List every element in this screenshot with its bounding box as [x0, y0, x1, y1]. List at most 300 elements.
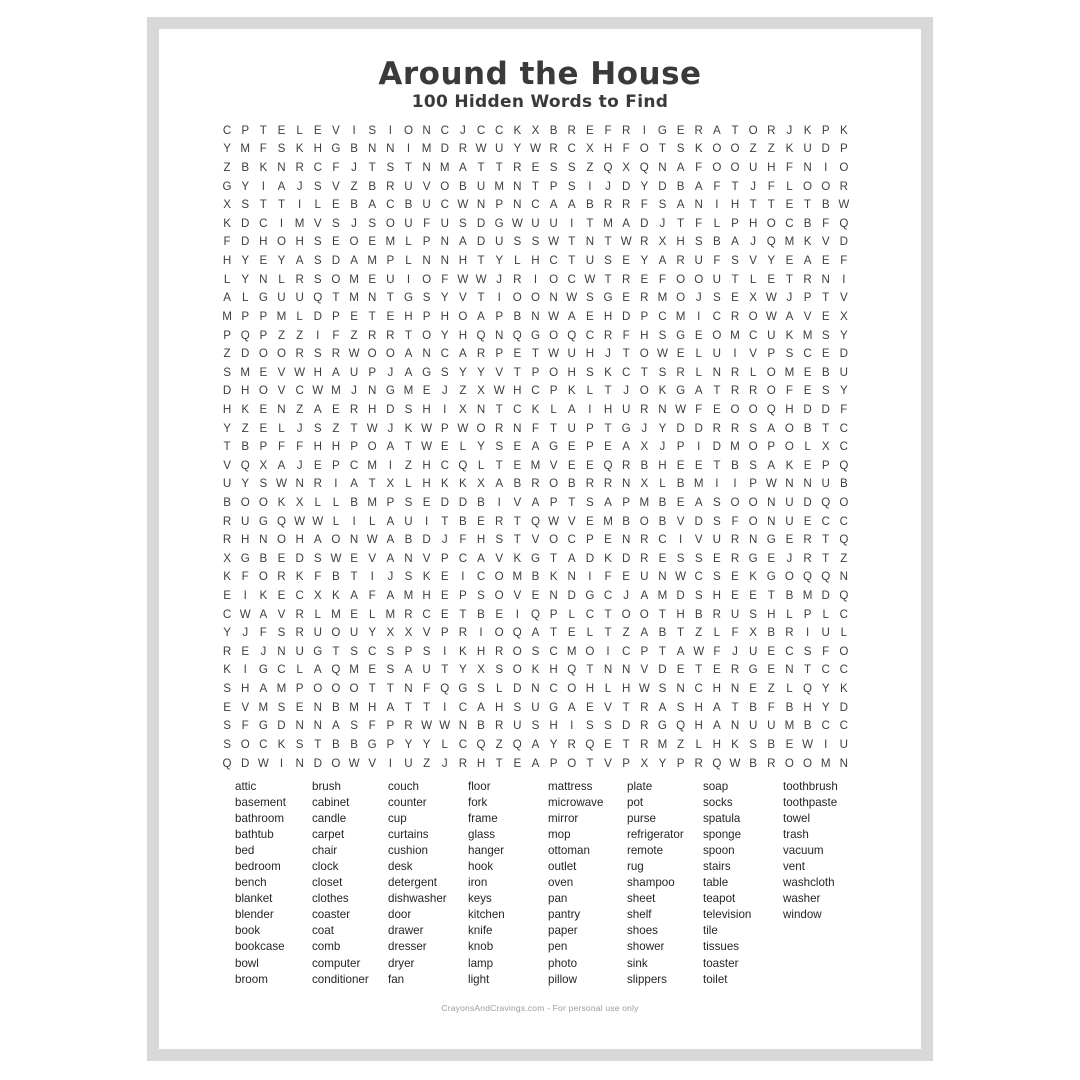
- grid-letter: X: [477, 663, 485, 677]
- grid-letter: E: [313, 123, 322, 137]
- word-item: curtains: [388, 828, 429, 842]
- grid-letter: G: [530, 551, 540, 565]
- grid-letter: E: [368, 272, 377, 286]
- grid-letter: S: [313, 235, 322, 249]
- grid-letter: N: [730, 719, 740, 733]
- grid-letter: S: [277, 700, 286, 714]
- grid-letter: G: [549, 700, 559, 714]
- grid-letter: A: [404, 347, 413, 361]
- grid-letter: E: [513, 756, 522, 770]
- grid-letter: S: [404, 495, 413, 509]
- grid-letter: H: [313, 440, 322, 454]
- grid-letter: Q: [530, 607, 540, 621]
- grid-letter: S: [713, 514, 721, 528]
- grid-letter: E: [586, 458, 594, 472]
- grid-letter: A: [295, 254, 304, 268]
- grid-letter: A: [313, 402, 322, 416]
- grid-letter: L: [840, 626, 848, 640]
- grid-letter: K: [803, 235, 812, 249]
- grid-letter: Q: [331, 663, 341, 677]
- grid-letter: P: [821, 123, 830, 137]
- grid-letter: Q: [712, 756, 722, 770]
- grid-letter: O: [730, 161, 740, 175]
- grid-letter: C: [222, 607, 232, 621]
- grid-letter: T: [404, 440, 413, 454]
- grid-letter: Q: [222, 756, 232, 770]
- grid-letter: N: [422, 347, 431, 361]
- grid-letter: Q: [476, 737, 486, 751]
- word-item: cabinet: [312, 796, 350, 810]
- grid-letter: L: [804, 440, 811, 454]
- grid-letter: J: [750, 235, 757, 249]
- grid-letter: P: [586, 440, 594, 454]
- grid-letter: E: [821, 254, 830, 268]
- grid-letter: A: [531, 756, 540, 770]
- grid-letter: C: [295, 384, 304, 398]
- grid-letter: C: [603, 589, 613, 603]
- grid-letter: J: [605, 347, 611, 361]
- grid-letter: Q: [676, 719, 686, 733]
- grid-letter: D: [313, 309, 322, 323]
- grid-letter: V: [803, 309, 812, 323]
- grid-letter: P: [386, 254, 395, 268]
- grid-letter: J: [496, 272, 503, 286]
- grid-letter: H: [259, 235, 268, 249]
- grid-letter: P: [549, 179, 558, 193]
- word-item: clothes: [312, 892, 349, 906]
- grid-letter: P: [731, 216, 739, 230]
- grid-letter: N: [422, 161, 431, 175]
- grid-letter: J: [296, 458, 303, 472]
- grid-letter: R: [621, 198, 631, 212]
- grid-letter: E: [803, 384, 812, 398]
- grid-letter: E: [313, 458, 322, 472]
- grid-letter: M: [784, 235, 795, 249]
- grid-letter: L: [241, 291, 249, 305]
- grid-letter: P: [495, 309, 504, 323]
- grid-letter: N: [422, 254, 431, 268]
- grid-letter: Z: [749, 142, 757, 156]
- grid-letter: D: [476, 216, 486, 230]
- grid-letter: O: [821, 179, 831, 193]
- grid-letter: Z: [495, 737, 503, 751]
- grid-letter: O: [803, 179, 813, 193]
- grid-letter: D: [241, 347, 250, 361]
- word-item: vacuum: [783, 844, 824, 858]
- grid-letter: O: [512, 291, 522, 305]
- grid-letter: D: [821, 402, 830, 416]
- grid-letter: D: [640, 216, 649, 230]
- grid-letter: E: [767, 663, 776, 677]
- grid-letter: P: [821, 458, 830, 472]
- grid-letter: S: [713, 495, 721, 509]
- grid-letter: T: [658, 142, 666, 156]
- grid-letter: U: [621, 402, 631, 416]
- word-item: bench: [235, 876, 267, 890]
- grid-letter: E: [604, 533, 612, 547]
- grid-letter: B: [803, 216, 812, 230]
- grid-letter: E: [604, 440, 612, 454]
- grid-letter: M: [730, 440, 740, 454]
- grid-letter: X: [404, 626, 413, 640]
- grid-letter: C: [440, 123, 449, 137]
- grid-letter: T: [713, 458, 721, 472]
- grid-letter: D: [422, 533, 431, 547]
- grid-letter: G: [258, 291, 268, 305]
- grid-letter: W: [529, 142, 541, 156]
- grid-letter: Y: [477, 440, 485, 454]
- grid-letter: N: [658, 570, 667, 584]
- grid-letter: N: [603, 663, 613, 677]
- grid-letter: R: [694, 123, 703, 137]
- grid-letter: J: [296, 421, 303, 435]
- grid-letter: D: [386, 402, 395, 416]
- grid-letter: I: [533, 272, 538, 286]
- grid-letter: F: [277, 440, 286, 454]
- grid-letter: N: [549, 589, 558, 603]
- grid-letter: T: [568, 254, 576, 268]
- grid-letter: F: [695, 161, 703, 175]
- grid-letter: L: [223, 272, 231, 286]
- grid-letter: Q: [567, 328, 577, 342]
- grid-letter: A: [277, 179, 286, 193]
- grid-letter: S: [749, 607, 758, 621]
- grid-letter: T: [658, 607, 666, 621]
- grid-letter: R: [222, 644, 232, 658]
- grid-letter: J: [351, 216, 357, 230]
- grid-letter: E: [658, 551, 667, 565]
- grid-letter: B: [586, 198, 594, 212]
- word-item: tile: [703, 924, 718, 938]
- word-column: [468, 779, 505, 988]
- word-item: candle: [312, 812, 347, 826]
- grid-letter: F: [640, 198, 648, 212]
- word-item: washer: [783, 892, 821, 906]
- grid-letter: U: [748, 719, 758, 733]
- word-item: stairs: [703, 860, 731, 874]
- grid-letter: P: [495, 198, 504, 212]
- grid-letter: J: [659, 216, 666, 230]
- grid-letter: S: [713, 570, 721, 584]
- grid-letter: N: [259, 272, 268, 286]
- grid-letter: A: [694, 179, 703, 193]
- grid-letter: K: [839, 682, 848, 696]
- grid-letter: H: [476, 533, 486, 547]
- grid-letter: E: [277, 123, 286, 137]
- grid-letter: S: [749, 421, 758, 435]
- word-item: soap: [703, 780, 729, 793]
- grid-letter: Z: [223, 347, 231, 361]
- grid-letter: A: [531, 495, 540, 509]
- grid-letter: E: [731, 291, 739, 305]
- word-item: bowl: [235, 956, 259, 970]
- grid-letter: R: [386, 179, 395, 193]
- grid-letter: Q: [512, 328, 522, 342]
- grid-letter: T: [477, 254, 485, 268]
- word-item: brush: [312, 780, 342, 793]
- grid-letter: S: [549, 161, 558, 175]
- grid-letter: T: [586, 216, 594, 230]
- grid-letter: L: [586, 626, 594, 640]
- grid-letter: G: [494, 216, 504, 230]
- grid-letter: H: [748, 216, 758, 230]
- grid-letter: W: [330, 551, 342, 565]
- grid-letter: F: [731, 626, 739, 640]
- grid-letter: I: [370, 570, 374, 584]
- grid-letter: H: [422, 477, 431, 491]
- grid-letter: N: [839, 756, 849, 770]
- grid-letter: I: [842, 272, 846, 286]
- grid-letter: W: [765, 309, 777, 323]
- grid-letter: O: [276, 347, 286, 361]
- grid-letter: F: [840, 402, 848, 416]
- grid-letter: W: [675, 402, 687, 416]
- grid-letter: B: [241, 161, 250, 175]
- grid-letter: T: [804, 663, 812, 677]
- grid-letter: G: [258, 663, 268, 677]
- grid-letter: E: [694, 458, 703, 472]
- grid-letter: H: [567, 365, 576, 379]
- grid-letter: W: [312, 384, 324, 398]
- grid-letter: S: [586, 291, 594, 305]
- grid-letter: E: [259, 365, 268, 379]
- grid-letter: V: [604, 756, 612, 770]
- grid-letter: I: [388, 123, 392, 137]
- grid-letter: C: [785, 216, 794, 230]
- grid-letter: C: [259, 216, 268, 230]
- word-item: sponge: [703, 828, 742, 842]
- grid-letter: B: [676, 179, 685, 193]
- grid-letter: I: [443, 700, 447, 714]
- grid-letter: H: [585, 682, 595, 696]
- grid-letter: O: [839, 644, 849, 658]
- grid-letter: R: [295, 626, 304, 640]
- grid-letter: C: [658, 309, 667, 323]
- grid-letter: E: [277, 551, 286, 565]
- word-column: [312, 779, 369, 988]
- grid-letter: O: [694, 272, 704, 286]
- grid-letter: P: [586, 421, 594, 435]
- grid-letter: R: [531, 477, 540, 491]
- grid-letter: O: [422, 272, 432, 286]
- grid-letter: S: [586, 365, 594, 379]
- grid-letter: E: [767, 272, 776, 286]
- grid-letter: U: [785, 495, 794, 509]
- grid-letter: T: [441, 514, 449, 528]
- grid-letter: F: [459, 533, 467, 547]
- grid-letter: O: [766, 365, 776, 379]
- grid-letter: D: [821, 589, 830, 603]
- grid-letter: J: [641, 421, 648, 435]
- grid-letter: S: [495, 533, 504, 547]
- grid-letter: E: [785, 533, 794, 547]
- grid-letter: G: [458, 682, 468, 696]
- grid-letter: O: [712, 142, 722, 156]
- grid-letter: I: [334, 477, 338, 491]
- grid-letter: O: [803, 756, 813, 770]
- grid-letter: B: [749, 756, 758, 770]
- grid-letter: K: [567, 384, 576, 398]
- grid-letter: S: [749, 737, 758, 751]
- grid-letter: M: [349, 663, 359, 677]
- grid-letter: E: [767, 644, 776, 658]
- grid-letter: Y: [368, 626, 377, 640]
- grid-letter: M: [784, 365, 795, 379]
- grid-letter: W: [584, 272, 596, 286]
- grid-letter: Q: [276, 514, 286, 528]
- grid-letter: S: [749, 458, 758, 472]
- grid-letter: D: [585, 551, 595, 565]
- grid-letter: X: [295, 495, 304, 509]
- grid-letter: F: [368, 719, 376, 733]
- word-item: counter: [388, 796, 427, 810]
- grid-letter: I: [443, 402, 447, 416]
- grid-letter: P: [440, 421, 449, 435]
- grid-letter: D: [676, 589, 685, 603]
- grid-letter: T: [677, 216, 685, 230]
- word-item: couch: [388, 780, 419, 793]
- grid-letter: A: [313, 663, 322, 677]
- grid-letter: H: [458, 254, 468, 268]
- grid-letter: F: [332, 161, 340, 175]
- grid-letter: I: [733, 347, 737, 361]
- grid-letter: H: [621, 682, 631, 696]
- word-item: shelf: [627, 908, 652, 922]
- grid-letter: R: [567, 737, 576, 751]
- grid-letter: C: [368, 644, 377, 658]
- grid-letter: K: [694, 142, 703, 156]
- word-item: computer: [312, 956, 361, 970]
- grid-letter: G: [549, 440, 559, 454]
- word-item: knob: [468, 940, 494, 954]
- grid-letter: A: [404, 365, 413, 379]
- word-item: bathtub: [235, 828, 274, 842]
- grid-letter: U: [494, 235, 504, 249]
- grid-letter: U: [404, 514, 413, 528]
- grid-letter: F: [622, 142, 630, 156]
- grid-letter: N: [440, 235, 449, 249]
- grid-letter: I: [316, 328, 320, 342]
- grid-letter: R: [839, 179, 849, 193]
- grid-letter: S: [277, 142, 286, 156]
- grid-letter: D: [331, 254, 341, 268]
- grid-letter: S: [694, 235, 703, 249]
- grid-letter: K: [259, 589, 268, 603]
- grid-letter: R: [458, 756, 468, 770]
- grid-letter: R: [331, 347, 341, 361]
- grid-letter: H: [241, 533, 250, 547]
- grid-letter: V: [495, 551, 504, 565]
- grid-letter: V: [277, 607, 286, 621]
- grid-letter: B: [785, 700, 794, 714]
- grid-letter: W: [348, 756, 360, 770]
- grid-letter: E: [803, 365, 812, 379]
- word-item: trash: [783, 828, 809, 842]
- grid-letter: N: [567, 570, 576, 584]
- grid-letter: O: [494, 570, 504, 584]
- grid-letter: N: [404, 551, 413, 565]
- grid-letter: W: [421, 440, 433, 454]
- grid-letter: M: [349, 272, 359, 286]
- grid-letter: G: [240, 551, 250, 565]
- grid-letter: Q: [440, 682, 450, 696]
- grid-letter: A: [350, 477, 358, 491]
- grid-letter: Y: [223, 421, 231, 435]
- grid-letter: R: [603, 477, 613, 491]
- grid-letter: O: [621, 607, 631, 621]
- grid-letter: N: [621, 477, 631, 491]
- word-item: detergent: [388, 876, 437, 890]
- grid-letter: W: [620, 235, 632, 249]
- grid-letter: G: [585, 589, 595, 603]
- grid-letter: I: [279, 216, 284, 230]
- grid-letter: D: [295, 551, 304, 565]
- grid-letter: Y: [839, 384, 848, 398]
- grid-letter: P: [241, 123, 250, 137]
- grid-letter: C: [440, 458, 449, 472]
- grid-letter: J: [786, 291, 793, 305]
- grid-letter: A: [767, 458, 776, 472]
- grid-letter: K: [332, 589, 340, 603]
- grid-letter: M: [439, 161, 450, 175]
- grid-letter: H: [295, 533, 304, 547]
- grid-letter: H: [603, 402, 613, 416]
- grid-letter: H: [603, 142, 613, 156]
- grid-letter: S: [658, 365, 667, 379]
- word-item: chair: [312, 844, 338, 858]
- grid-letter: A: [368, 198, 377, 212]
- word-item: window: [783, 908, 822, 922]
- grid-letter: T: [767, 198, 775, 212]
- grid-letter: T: [259, 123, 267, 137]
- grid-letter: T: [531, 179, 539, 193]
- grid-letter: S: [313, 272, 322, 286]
- word-list: [0, 779, 1080, 991]
- grid-letter: O: [549, 477, 559, 491]
- grid-letter: E: [713, 402, 721, 416]
- grid-letter: Q: [476, 328, 486, 342]
- grid-letter: N: [295, 756, 304, 770]
- grid-letter: E: [386, 309, 395, 323]
- grid-letter: X: [586, 142, 594, 156]
- grid-letter: Y: [495, 254, 504, 268]
- word-item: bookcase: [235, 940, 285, 954]
- grid-letter: S: [223, 365, 231, 379]
- grid-letter: S: [313, 179, 322, 193]
- grid-letter: Z: [677, 737, 685, 751]
- grid-letter: M: [349, 291, 359, 305]
- grid-letter: L: [441, 737, 448, 751]
- grid-letter: M: [566, 644, 577, 658]
- grid-letter: L: [695, 347, 702, 361]
- grid-letter: S: [513, 700, 522, 714]
- word-item: conditioner: [312, 972, 369, 986]
- grid-letter: T: [459, 607, 467, 621]
- grid-letter: J: [242, 626, 249, 640]
- grid-letter: Y: [640, 254, 649, 268]
- grid-letter: B: [404, 198, 413, 212]
- grid-letter: Q: [512, 737, 522, 751]
- grid-letter: W: [366, 421, 378, 435]
- grid-letter: I: [388, 756, 392, 770]
- grid-letter: M: [276, 309, 287, 323]
- grid-letter: M: [802, 328, 813, 342]
- grid-letter: X: [477, 477, 485, 491]
- word-item: closet: [312, 876, 343, 890]
- grid-letter: S: [422, 644, 431, 658]
- grid-letter: O: [639, 514, 649, 528]
- grid-letter: S: [731, 254, 739, 268]
